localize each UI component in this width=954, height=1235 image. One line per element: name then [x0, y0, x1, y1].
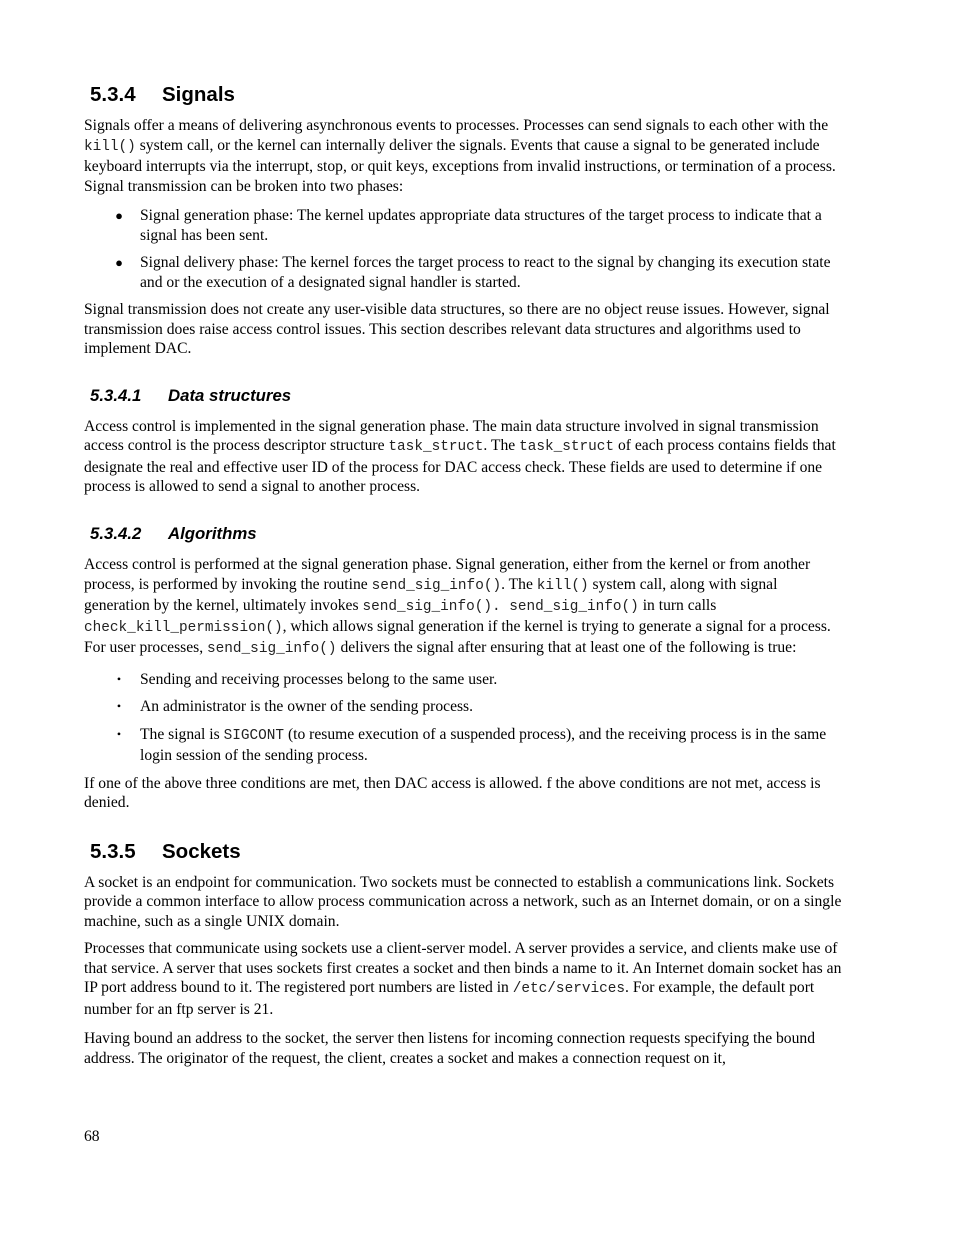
section-heading-signals	[90, 82, 844, 108]
subsection-heading-algorithms	[90, 523, 844, 545]
inline-code: send_sig_info()	[371, 577, 502, 594]
page-number: 68	[84, 1128, 100, 1145]
list-item: • An administrator is the owner of the sending process.	[84, 697, 844, 717]
signals-dac-paragraph: Signal transmission does not create any user-visible data structures, so there are no object reuse issues. However, signal transmission does raise access control issues. This section describes relevant data structures and algorithms used to implement DAC.	[84, 301, 830, 357]
list-item: • Sending and receiving processes belong to the same user.	[84, 670, 844, 690]
bullet-icon: ●	[115, 255, 123, 270]
algorithms-paragraph: Access control is performed at the signal generation phase. Signal generation, either from the kernel or from another process, is performed by invoking the routine send_sig_info(). The kill() system call, along with signal generation by the kernel, ultimately invokes send_sig_info(). send_sig_info() in turn calls check_kill_permission(), which allows signal generation if the kernel is trying to generate a signal for a process. For user processes, send_sig_info() delivers the signal after ensuring that at least one of the following is true:	[84, 555, 831, 658]
subsection-number: 5.3.4.1	[90, 385, 142, 405]
inline-code: task_struct	[388, 439, 484, 455]
inline-code: SIGCONT	[223, 727, 285, 744]
list-item: • The signal is SIGCONT (to resume execution of a suspended process), and the receiving process is in the same login session of the sending process.	[84, 725, 844, 766]
sockets-intro-paragraph: A socket is an endpoint for communication. Two sockets must be connected to establish a communications link. Sockets provide a common interface to allow process communication across a network, such as an Internet domain, or on a single machine, such as a single UNIX domain.	[84, 873, 842, 930]
sockets-server-paragraph: Processes that communicate using sockets use a client-server model. A server provides a service, and clients make use of that service. A server that uses sockets first creates a socket and then binds a name to it. An Internet domain socket has an IP port address bound to it. The registered port numbers are listed in /etc/services. For example, the default port number for an ftp server is 21.	[84, 940, 842, 1018]
bullet-icon: •	[116, 671, 122, 686]
document-page	[84, 82, 844, 1068]
inline-code: kill()	[536, 577, 589, 594]
section-title: Sockets	[162, 839, 241, 863]
inline-code: task_struct	[519, 439, 615, 455]
sockets-connection-paragraph: Having bound an address to the socket, the server then listens for incoming connection requests specifying the bound address. The originator of the request, the client, creates a socket and makes a connection request on it,	[84, 1030, 815, 1067]
inline-code: /etc/services	[512, 981, 626, 998]
data-structures-paragraph: Access control is implemented in the signal generation phase. The main data structure involved in signal transmission access control is the process descriptor structure task_struct. The task_struct of each process contains fields that designate the real and effective user ID of the process for DAC access check. These fields are used to determine if one process is allowed to send a signal to another process.	[84, 417, 836, 495]
subsection-title: Data structures	[168, 385, 292, 405]
signals-intro-paragraph: Signals offer a means of delivering asynchronous events to processes. Processes can send signals to each other with the kill() system call, or the kernel can internally deliver the signals. Events that cause a signal to be generated include keyboard interrupts via the interrupt, stop, or quit keys, exceptions from invalid instructions, or termination of a process. Signal transmission can be broken into two phases:	[84, 117, 836, 195]
section-number: 5.3.4	[90, 83, 136, 106]
section-number: 5.3.5	[90, 839, 136, 863]
section-heading-sockets	[90, 839, 844, 865]
inline-code: send_sig_info(). send_sig_info()	[362, 598, 639, 615]
inline-code: check_kill_permission()	[84, 620, 283, 637]
list-item: ● Signal generation phase: The kernel updates appropriate data structures of the target process to indicate that a signal has been sent.	[84, 206, 844, 245]
signal-phase-list	[84, 206, 844, 292]
bullet-icon: •	[116, 726, 122, 741]
subsection-heading-data-structures	[90, 385, 844, 407]
bullet-icon: •	[116, 699, 122, 714]
subsection-title: Algorithms	[168, 523, 257, 543]
section-title: Signals	[162, 83, 235, 106]
inline-code: send_sig_info()	[207, 641, 337, 658]
dac-result-paragraph: If one of the above three conditions are met, then DAC access is allowed. f the above conditions are not met, access is denied.	[84, 774, 821, 812]
inline-code: kill()	[84, 138, 136, 155]
access-condition-list	[84, 670, 844, 766]
bullet-icon: ●	[115, 208, 123, 223]
subsection-number: 5.3.4.2	[90, 523, 142, 543]
list-item: ● Signal delivery phase: The kernel forces the target process to react to the signal by changing its execution state and or the execution of a designated signal handler is started.	[84, 253, 844, 292]
